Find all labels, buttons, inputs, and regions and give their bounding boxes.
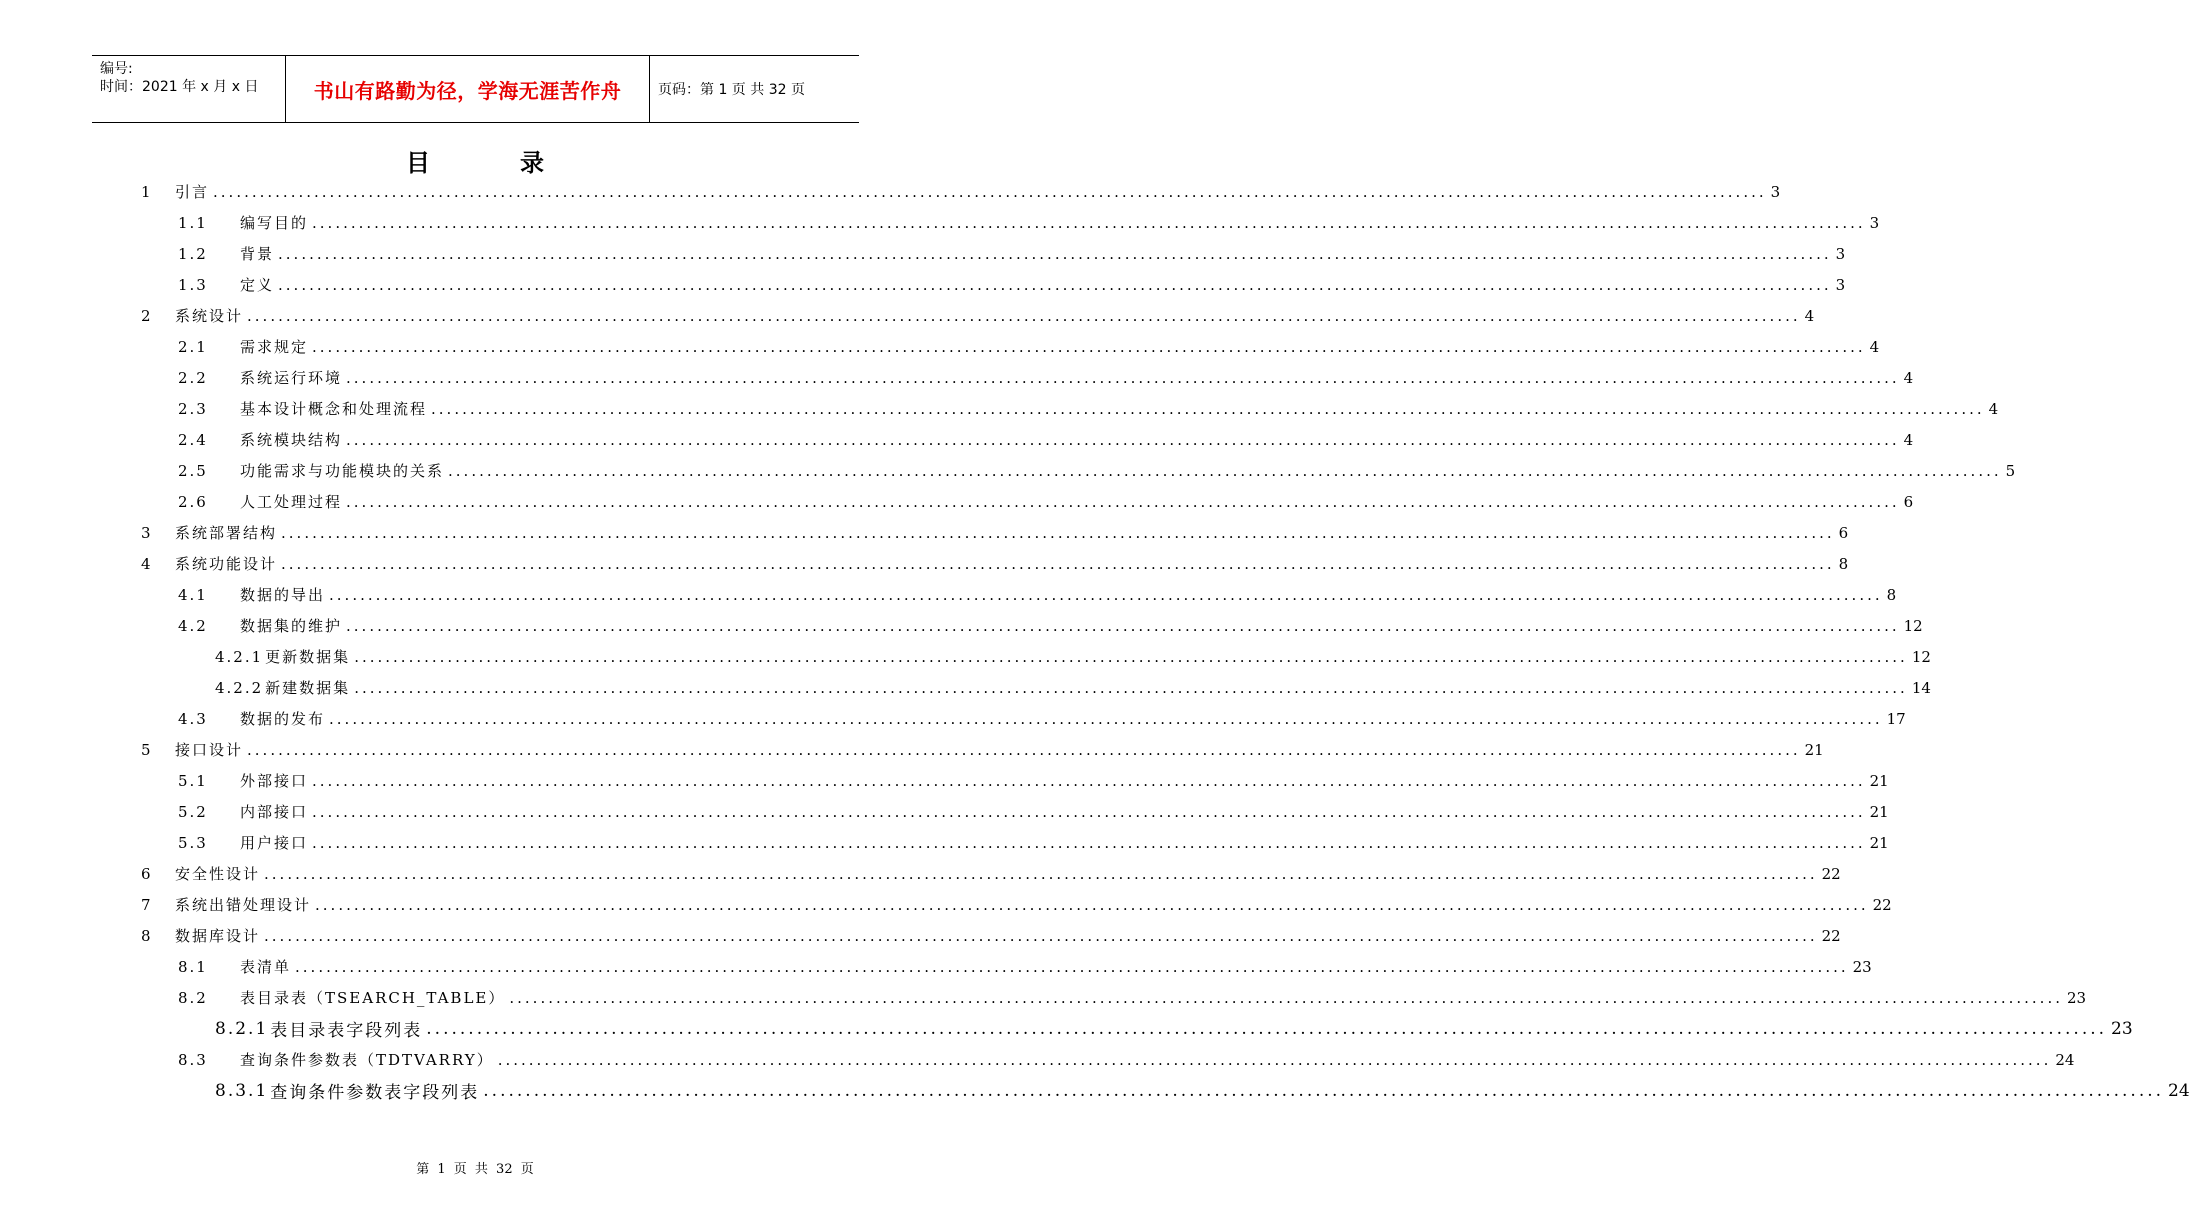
toc-leader-dots: ........................................................................................................................................................................................................	[247, 306, 1801, 325]
toc-entry-title: 编写目的	[240, 214, 309, 232]
toc-leader-dots: ........................................................................................................................................................................................................	[247, 740, 1801, 759]
toc-entry-title: 内部接口	[240, 803, 309, 821]
toc-entry-page: 17	[1886, 709, 1906, 728]
toc-entry-page: 23	[1852, 957, 1872, 976]
toc-leader-dots: ........................................................................................................................................................................................................	[448, 461, 2002, 480]
toc-entry-page: 24	[2055, 1050, 2075, 1069]
toc-entry-page: 5	[2005, 461, 2016, 480]
toc-entry-title: 引言	[175, 183, 210, 201]
toc-entry-title: 需求规定	[240, 338, 309, 356]
toc-entry-number: 5.2	[178, 802, 208, 821]
toc-entry-number: 2.1	[178, 337, 208, 356]
toc-entry-page: 8	[1886, 585, 1897, 604]
toc-entry-title: 查询条件参数表字段列表	[270, 1083, 480, 1103]
toc-entry-page: 24	[2168, 1080, 2190, 1101]
toc-entry[interactable]	[215, 1013, 2133, 1044]
toc-entry-page: 3	[1835, 244, 1846, 263]
toc-entry-title: 数据集的维护	[240, 617, 343, 635]
toc-entry-title: 表目录表字段列表	[270, 1021, 423, 1041]
toc-entry-title: 系统模块结构	[240, 431, 343, 449]
toc-leader-dots: ........................................................................................................................................................................................................	[426, 1018, 2108, 1039]
toc-entry-title: 数据库设计	[175, 927, 261, 945]
page-footer: 第 1 页 共 32 页	[416, 1162, 534, 1177]
toc-entry-page: 4	[1988, 399, 1999, 418]
toc-entry-title: 定义	[240, 276, 275, 294]
toc-entry-number: 1.1	[178, 213, 208, 232]
toc-leader-dots: ........................................................................................................................................................................................................	[509, 988, 2063, 1007]
toc-leader-dots: ........................................................................................................................................................................................................	[346, 492, 1900, 511]
time-label: 时间：2021 年 x 月 x 日	[100, 79, 259, 95]
toc-entry-title: 表目录表（TSEARCH_TABLE）	[240, 989, 506, 1007]
toc-entry-number: 5.1	[178, 771, 208, 790]
toc-entry-title: 系统设计	[175, 307, 244, 325]
toc-entry[interactable]	[178, 610, 1923, 641]
toc-entry-title: 背景	[240, 245, 275, 263]
toc-leader-dots: ........................................................................................................................................................................................................	[354, 678, 1908, 697]
toc-leader-dots: ........................................................................................................................................................................................................	[346, 430, 1900, 449]
toc-entry-number: 8	[141, 926, 153, 945]
header-motto: 书山有路勤为径，学海无涯苦作舟	[313, 78, 622, 103]
toc-entry-page: 21	[1869, 802, 1889, 821]
toc-entry-page: 22	[1821, 864, 1841, 883]
toc-entry[interactable]	[215, 672, 1931, 703]
toc-entry-number: 1.2	[178, 244, 208, 263]
toc-entry-title: 更新数据集	[265, 648, 351, 666]
toc-leader-dots: ........................................................................................................................................................................................................	[312, 833, 1866, 852]
toc-leader-dots: ........................................................................................................................................................................................................	[264, 926, 1818, 945]
toc-entry-page: 14	[1911, 678, 1931, 697]
header-meta	[100, 60, 258, 96]
toc-entry-title: 安全性设计	[175, 865, 261, 883]
toc-entry-number: 2	[141, 306, 153, 325]
toc-entry-page: 12	[1903, 616, 1923, 635]
toc-entry-number: 5.3	[178, 833, 208, 852]
toc-entry-number: 3	[141, 523, 153, 542]
toc-entry-title: 功能需求与功能模块的关系	[240, 462, 445, 480]
toc-entry-number: 4.2	[178, 616, 208, 635]
toc-entry[interactable]	[178, 424, 1914, 455]
toc-entry-title: 接口设计	[175, 741, 244, 759]
toc-entry-number: 5	[141, 740, 153, 759]
toc-entry-page: 8	[1838, 554, 1849, 573]
toc-leader-dots: ........................................................................................................................................................................................................	[312, 771, 1866, 790]
toc-leader-dots: ........................................................................................................................................................................................................	[281, 523, 1835, 542]
toc-entry-number: 2.4	[178, 430, 208, 449]
toc-entry-page: 3	[1770, 182, 1781, 201]
toc-entry[interactable]	[178, 827, 1889, 858]
toc-entry-title: 查询条件参数表（TDTVARRY）	[240, 1051, 494, 1069]
toc-entry-number: 4.1	[178, 585, 208, 604]
toc-entry[interactable]	[178, 703, 1906, 734]
toc-entry-page: 6	[1838, 523, 1849, 542]
toc-entry-number: 4.2.1	[215, 647, 264, 666]
toc-entry-title: 外部接口	[240, 772, 309, 790]
toc-entry[interactable]	[178, 982, 2087, 1013]
toc-entry-number: 4	[141, 554, 153, 573]
toc-leader-dots: ........................................................................................................................................................................................................	[315, 895, 1869, 914]
header-page-info: 页码：第 1 页 共 32 页	[658, 82, 805, 98]
toc-leader-dots: ........................................................................................................................................................................................................	[312, 337, 1866, 356]
toc-entry[interactable]	[178, 238, 1846, 269]
toc-entry-number: 8.1	[178, 957, 208, 976]
toc-title: 目录	[406, 149, 634, 177]
toc-entry-number: 6	[141, 864, 153, 883]
toc-entry[interactable]	[178, 486, 1914, 517]
toc-entry[interactable]	[141, 548, 1849, 579]
toc-leader-dots: ........................................................................................................................................................................................................	[264, 864, 1818, 883]
toc-leader-dots: ........................................................................................................................................................................................................	[312, 802, 1866, 821]
toc-entry-title: 新建数据集	[265, 679, 351, 697]
toc-entry-title: 用户接口	[240, 834, 309, 852]
toc-entry-page: 4	[1903, 368, 1914, 387]
toc-entry-page: 3	[1835, 275, 1846, 294]
toc-leader-dots: ........................................................................................................................................................................................................	[281, 554, 1835, 573]
toc-entry[interactable]	[178, 455, 2016, 486]
toc-entry-number: 8.3	[178, 1050, 208, 1069]
toc-leader-dots: ........................................................................................................................................................................................................	[278, 275, 1832, 294]
toc-entry-page: 22	[1821, 926, 1841, 945]
toc-entry-number: 2.6	[178, 492, 208, 511]
toc-entry-title: 系统出错处理设计	[175, 896, 312, 914]
toc-entry-page: 21	[1869, 833, 1889, 852]
page-header	[92, 55, 859, 123]
toc-entry-number: 7	[141, 895, 153, 914]
toc-entry[interactable]	[178, 331, 1880, 362]
toc-entry-title: 人工处理过程	[240, 493, 343, 511]
toc-entry[interactable]	[141, 920, 1841, 951]
toc-entry-number: 8.3.1	[215, 1080, 269, 1101]
toc-entry[interactable]	[215, 641, 1931, 672]
toc-entry[interactable]	[178, 362, 1914, 393]
toc-entry-number: 2.5	[178, 461, 208, 480]
toc-entry[interactable]	[141, 517, 1849, 548]
toc-entry-title: 系统功能设计	[175, 555, 278, 573]
toc-entry-page: 4	[1869, 337, 1880, 356]
toc-leader-dots: ........................................................................................................................................................................................................	[213, 182, 1767, 201]
toc-entry[interactable]	[141, 300, 1815, 331]
toc-leader-dots: ........................................................................................................................................................................................................	[329, 585, 1883, 604]
toc-entry[interactable]	[178, 269, 1846, 300]
toc-entry[interactable]	[178, 765, 1889, 796]
toc-entry[interactable]	[141, 858, 1841, 889]
toc-entry-number: 8.2	[178, 988, 208, 1007]
toc-entry-page: 6	[1903, 492, 1914, 511]
toc-entry-page: 4	[1903, 430, 1914, 449]
toc-entry[interactable]	[141, 889, 1892, 920]
toc-entry-page: 23	[2067, 988, 2087, 1007]
toc-entry-page: 23	[2111, 1018, 2133, 1039]
toc-leader-dots: ........................................................................................................................................................................................................	[354, 647, 1908, 666]
toc-entry-number: 8.2.1	[215, 1018, 269, 1039]
toc-leader-dots: ........................................................................................................................................................................................................	[497, 1050, 2052, 1069]
toc-entry-page: 3	[1869, 213, 1880, 232]
toc-entry-page: 4	[1804, 306, 1815, 325]
toc-leader-dots: ........................................................................................................................................................................................................	[431, 399, 1985, 418]
toc-entry-title: 表清单	[240, 958, 292, 976]
toc-entry[interactable]	[178, 393, 1999, 424]
toc-entry-title: 数据的导出	[240, 586, 326, 604]
toc-entry[interactable]	[141, 734, 1824, 765]
toc-entry-number: 4.2.2	[215, 678, 264, 697]
toc-entry[interactable]	[178, 1044, 2075, 1075]
toc-entry-page: 22	[1872, 895, 1892, 914]
toc-leader-dots: ........................................................................................................................................................................................................	[295, 957, 1849, 976]
toc-leader-dots: ........................................................................................................................................................................................................	[312, 213, 1866, 232]
toc-entry-page: 21	[1869, 771, 1889, 790]
toc-entry-page: 12	[1911, 647, 1931, 666]
toc-entry-number: 1.3	[178, 275, 208, 294]
toc-entry-number: 2.2	[178, 368, 208, 387]
toc-leader-dots: ........................................................................................................................................................................................................	[483, 1080, 2165, 1101]
toc-leader-dots: ........................................................................................................................................................................................................	[346, 616, 1900, 635]
toc-entry[interactable]	[178, 796, 1889, 827]
toc-leader-dots: ........................................................................................................................................................................................................	[346, 368, 1900, 387]
toc-entry-page: 21	[1804, 740, 1824, 759]
toc-entry-title: 数据的发布	[240, 710, 326, 728]
toc-entry-number: 4.3	[178, 709, 208, 728]
toc-entry[interactable]	[178, 579, 1897, 610]
toc-entry[interactable]	[178, 207, 1880, 238]
toc-entry[interactable]	[141, 176, 1781, 207]
toc-entry-title: 基本设计概念和处理流程	[240, 400, 428, 418]
toc-leader-dots: ........................................................................................................................................................................................................	[278, 244, 1832, 263]
toc-entry[interactable]	[178, 951, 1872, 982]
toc-leader-dots: ........................................................................................................................................................................................................	[329, 709, 1883, 728]
toc-entry-title: 系统运行环境	[240, 369, 343, 387]
toc-entry-title: 系统部署结构	[175, 524, 278, 542]
serial-label: 编号:	[100, 61, 133, 77]
toc-entry-number: 1	[141, 182, 153, 201]
toc-entry[interactable]	[215, 1075, 2190, 1106]
toc-entry-number: 2.3	[178, 399, 208, 418]
